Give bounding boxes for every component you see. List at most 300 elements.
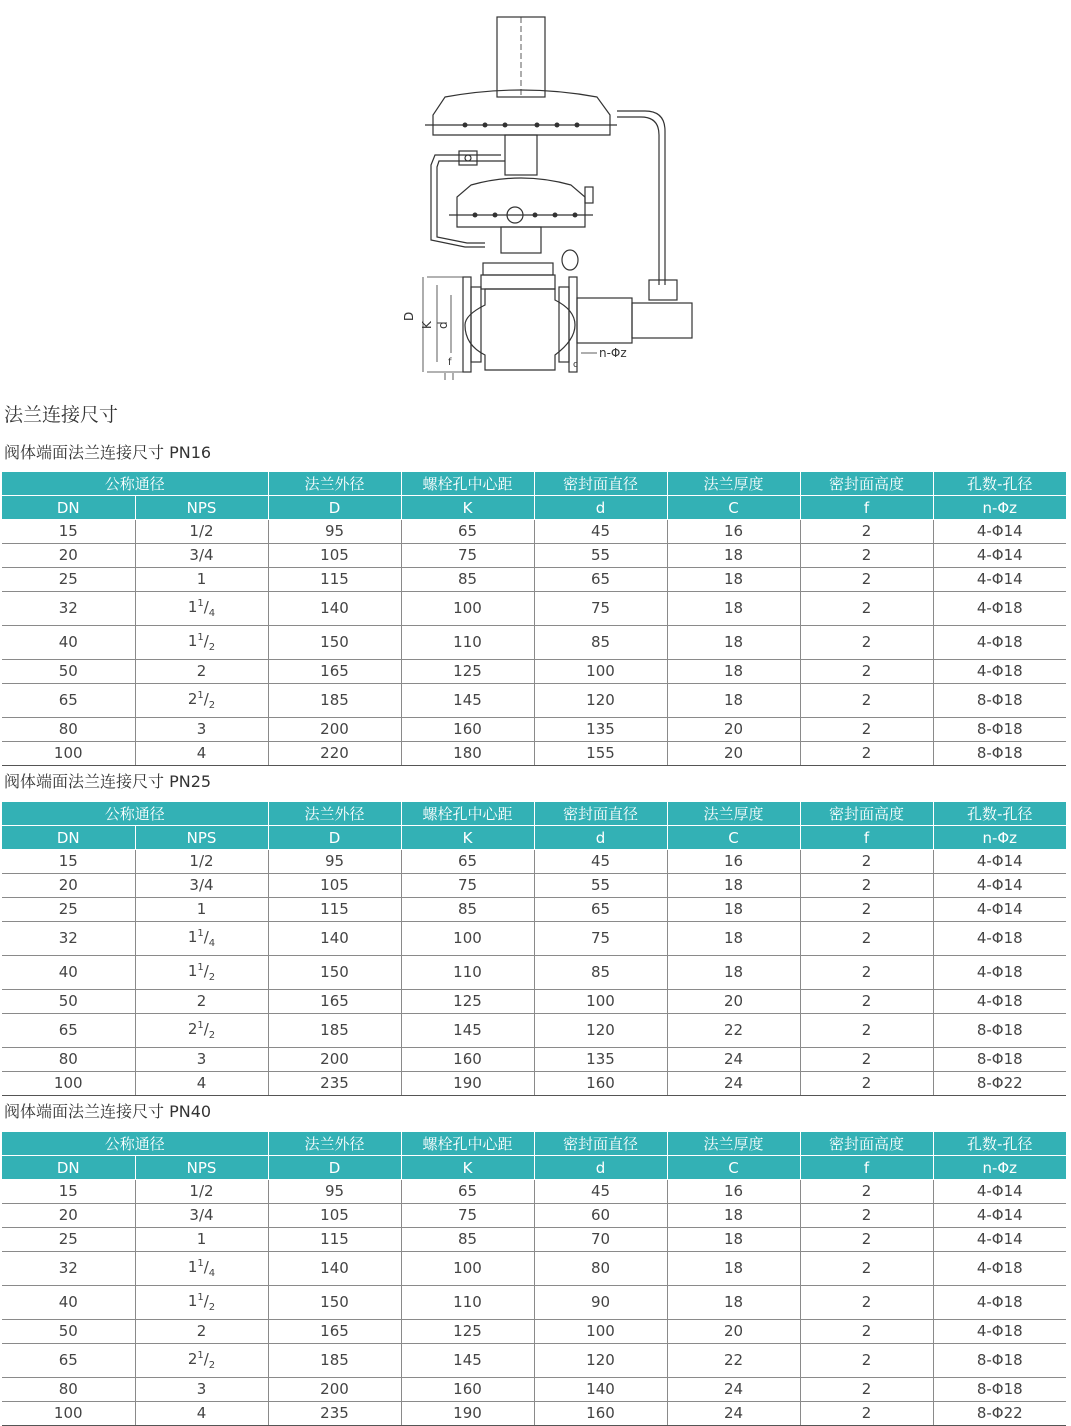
table-cell: 18	[667, 898, 800, 922]
table-cell: 100	[534, 990, 667, 1014]
table-cell: 2	[800, 1014, 933, 1048]
table-cell: 20	[2, 544, 135, 568]
table-cell: 80	[2, 718, 135, 742]
table-cell: 4-Φ14	[933, 898, 1066, 922]
table-cell: 110	[401, 1286, 534, 1320]
table-cell: 110	[401, 956, 534, 990]
subheader-cell: n-Φz	[933, 496, 1066, 520]
table-cell: $1^1/_4$	[135, 922, 268, 956]
table-cell: 135	[534, 1048, 667, 1072]
subheader-cell: n-Φz	[933, 826, 1066, 850]
table-cell: 18	[667, 568, 800, 592]
header-cell: 法兰厚度	[667, 802, 800, 826]
table-cell: 1/2	[135, 850, 268, 874]
table-cell: 16	[667, 850, 800, 874]
header-cell: 螺栓孔中心距	[401, 802, 534, 826]
table-title-pn40: 阀体端面法兰连接尺寸 PN40	[4, 1102, 212, 1121]
table-cell: 1/2	[135, 1180, 268, 1204]
table-cell: 2	[800, 922, 933, 956]
table-cell: 150	[268, 626, 401, 660]
table-cell: 15	[2, 850, 135, 874]
table-cell: 2	[800, 660, 933, 684]
table-row	[2, 922, 1066, 956]
table-cell: 115	[268, 568, 401, 592]
table-cell: 3	[135, 718, 268, 742]
table-cell: 4	[135, 1402, 268, 1426]
table-cell: 105	[268, 544, 401, 568]
table-row	[2, 874, 1066, 898]
table-cell: 18	[667, 626, 800, 660]
table-cell: 8-Φ22	[933, 1402, 1066, 1426]
subheader-cell: K	[401, 1156, 534, 1180]
header-cell: 密封面直径	[534, 472, 667, 496]
table-cell: 24	[667, 1048, 800, 1072]
table-cell: 2	[800, 592, 933, 626]
table-cell: 115	[268, 898, 401, 922]
table-cell: 110	[401, 626, 534, 660]
header-cell: 法兰厚度	[667, 1132, 800, 1156]
table-cell: 60	[534, 1204, 667, 1228]
table-cell: $1^1/_2$	[135, 956, 268, 990]
table-cell: 4-Φ14	[933, 850, 1066, 874]
table-cell: 50	[2, 1320, 135, 1344]
table-cell: 1	[135, 898, 268, 922]
label-D: D	[402, 311, 416, 321]
table-row	[2, 1320, 1066, 1344]
table-cell: 20	[667, 990, 800, 1014]
table-cell: 18	[667, 592, 800, 626]
subheader-cell: n-Φz	[933, 1156, 1066, 1180]
table-cell: 20	[2, 1204, 135, 1228]
table-cell: 125	[401, 990, 534, 1014]
table-cell: 18	[667, 660, 800, 684]
table-cell: 8-Φ18	[933, 1344, 1066, 1378]
header-cell: 螺栓孔中心距	[401, 1132, 534, 1156]
table-cell: 2	[800, 874, 933, 898]
table-cell: 90	[534, 1286, 667, 1320]
table-cell: 25	[2, 1228, 135, 1252]
table-cell: 140	[268, 592, 401, 626]
table-cell: 2	[800, 1286, 933, 1320]
table-cell: 185	[268, 684, 401, 718]
table-cell: 16	[667, 520, 800, 544]
table-cell: 25	[2, 568, 135, 592]
table-cell: 2	[135, 990, 268, 1014]
subheader-cell: d	[534, 1156, 667, 1180]
header-cell: 孔数-孔径	[933, 802, 1066, 826]
table-row	[2, 660, 1066, 684]
table-cell: 18	[667, 874, 800, 898]
subheader-cell: C	[667, 826, 800, 850]
table-cell: 160	[534, 1402, 667, 1426]
subheader-cell: C	[667, 496, 800, 520]
table-cell: 24	[667, 1402, 800, 1426]
table-row	[2, 626, 1066, 660]
valve-drawing	[402, 15, 705, 380]
table-cell: 4-Φ18	[933, 1320, 1066, 1344]
table-row	[2, 1286, 1066, 1320]
table-cell: 85	[401, 568, 534, 592]
table-cell: 2	[800, 718, 933, 742]
subheader-cell: NPS	[135, 1156, 268, 1180]
table-cell: 20	[667, 1320, 800, 1344]
table-row	[2, 1048, 1066, 1072]
table-cell: 15	[2, 520, 135, 544]
table-cell: 65	[534, 568, 667, 592]
header-cell: 公称通径	[2, 802, 268, 826]
table-cell: 4-Φ14	[933, 1204, 1066, 1228]
table-cell: 65	[401, 520, 534, 544]
table-cell: 165	[268, 1320, 401, 1344]
header-cell: 螺栓孔中心距	[401, 472, 534, 496]
table-cell: 70	[534, 1228, 667, 1252]
table-cell: 150	[268, 1286, 401, 1320]
table-cell: 50	[2, 660, 135, 684]
table-cell: 95	[268, 520, 401, 544]
table-cell: 4-Φ18	[933, 1252, 1066, 1286]
label-holes: n-Φz	[599, 346, 627, 360]
table-cell: 40	[2, 626, 135, 660]
table-row	[2, 1204, 1066, 1228]
subheader-cell: f	[800, 1156, 933, 1180]
table-row	[2, 1014, 1066, 1048]
subheader-cell: f	[800, 496, 933, 520]
table-cell: 2	[800, 1320, 933, 1344]
table-cell: 185	[268, 1344, 401, 1378]
table-cell: 235	[268, 1402, 401, 1426]
table-cell: 18	[667, 1228, 800, 1252]
table-cell: 85	[401, 898, 534, 922]
table-cell: 50	[2, 990, 135, 1014]
table-cell: 32	[2, 1252, 135, 1286]
table-row	[2, 544, 1066, 568]
table-cell: 75	[401, 1204, 534, 1228]
table-cell: 2	[800, 626, 933, 660]
table-cell: 165	[268, 660, 401, 684]
table-cell: 65	[401, 1180, 534, 1204]
subheader-cell: DN	[2, 1156, 135, 1180]
table-cell: 22	[667, 1014, 800, 1048]
table-cell: 20	[667, 718, 800, 742]
subheader-cell: NPS	[135, 496, 268, 520]
table-cell: 190	[401, 1072, 534, 1096]
table-row	[2, 850, 1066, 874]
table-cell: 2	[135, 660, 268, 684]
header-cell: 孔数-孔径	[933, 1132, 1066, 1156]
table-cell: 75	[534, 922, 667, 956]
table-cell: 2	[800, 544, 933, 568]
table-cell: 2	[800, 990, 933, 1014]
table-cell: 100	[401, 922, 534, 956]
table-cell: 15	[2, 1180, 135, 1204]
spec-table-pn25	[2, 802, 1066, 1096]
table-cell: 8-Φ18	[933, 1378, 1066, 1402]
table-cell: 2	[135, 1320, 268, 1344]
table-cell: 25	[2, 898, 135, 922]
table-cell: 4-Φ18	[933, 956, 1066, 990]
table-cell: 3/4	[135, 1204, 268, 1228]
table-cell: 4-Φ18	[933, 922, 1066, 956]
table-cell: 55	[534, 874, 667, 898]
table-cell: 2	[800, 1180, 933, 1204]
table-cell: 2	[800, 1072, 933, 1096]
subheader-cell: K	[401, 496, 534, 520]
subheader-cell: d	[534, 826, 667, 850]
table-cell: 40	[2, 956, 135, 990]
header-cell: 公称通径	[2, 472, 268, 496]
table-cell: 45	[534, 850, 667, 874]
table-cell: 18	[667, 956, 800, 990]
table-row	[2, 898, 1066, 922]
table-row	[2, 1180, 1066, 1204]
table-cell: 80	[2, 1048, 135, 1072]
table-cell: 2	[800, 956, 933, 990]
table-cell: $2^1/_2$	[135, 684, 268, 718]
table-cell: 8-Φ22	[933, 1072, 1066, 1096]
table-cell: 2	[800, 568, 933, 592]
table-cell: 200	[268, 718, 401, 742]
table-title-pn25: 阀体端面法兰连接尺寸 PN25	[4, 772, 212, 791]
table-cell: 20	[2, 874, 135, 898]
subheader-cell: K	[401, 826, 534, 850]
table-cell: 155	[534, 742, 667, 766]
label-d: d	[436, 321, 450, 329]
header-cell: 法兰厚度	[667, 472, 800, 496]
table-cell: 4	[135, 1072, 268, 1096]
table-cell: $1^1/_4$	[135, 592, 268, 626]
label-K: K	[420, 321, 434, 329]
table-cell: 18	[667, 1286, 800, 1320]
table-cell: 2	[800, 684, 933, 718]
table-cell: 4-Φ18	[933, 1286, 1066, 1320]
table-cell: 4-Φ14	[933, 1228, 1066, 1252]
table-cell: 235	[268, 1072, 401, 1096]
table-cell: 85	[534, 626, 667, 660]
section-title: 法兰连接尺寸	[4, 404, 119, 426]
table-cell: 125	[401, 1320, 534, 1344]
table-cell: 100	[534, 1320, 667, 1344]
table-cell: 145	[401, 1344, 534, 1378]
table-cell: 4-Φ18	[933, 626, 1066, 660]
table-cell: 105	[268, 874, 401, 898]
table-cell: 20	[667, 742, 800, 766]
table-cell: 2	[800, 520, 933, 544]
label-f: f	[448, 357, 452, 368]
table-cell: 8-Φ18	[933, 1014, 1066, 1048]
header-cell: 孔数-孔径	[933, 472, 1066, 496]
table-cell: 45	[534, 1180, 667, 1204]
table-cell: 4-Φ14	[933, 1180, 1066, 1204]
table-cell: 40	[2, 1286, 135, 1320]
table-cell: 16	[667, 1180, 800, 1204]
table-cell: 2	[800, 1344, 933, 1378]
table-cell: 18	[667, 1252, 800, 1286]
table-cell: 75	[401, 544, 534, 568]
table-cell: 2	[800, 850, 933, 874]
table-cell: 4-Φ14	[933, 520, 1066, 544]
table-cell: $2^1/_2$	[135, 1014, 268, 1048]
table-cell: 3	[135, 1048, 268, 1072]
subheader-cell: d	[534, 496, 667, 520]
table-cell: 115	[268, 1228, 401, 1252]
table-cell: 135	[534, 718, 667, 742]
table-cell: 120	[534, 1344, 667, 1378]
table-row	[2, 990, 1066, 1014]
header-cell: 法兰外径	[268, 472, 401, 496]
table-cell: 145	[401, 684, 534, 718]
table-cell: 32	[2, 922, 135, 956]
table-row	[2, 742, 1066, 766]
table-cell: $1^1/_2$	[135, 1286, 268, 1320]
table-cell: 100	[534, 660, 667, 684]
table-cell: 95	[268, 850, 401, 874]
table-cell: 120	[534, 1014, 667, 1048]
table-cell: 2	[800, 1378, 933, 1402]
table-cell: 65	[2, 684, 135, 718]
table-row	[2, 684, 1066, 718]
table-cell: 1/2	[135, 520, 268, 544]
table-cell: 2	[800, 1402, 933, 1426]
table-cell: 4	[135, 742, 268, 766]
table-cell: 2	[800, 1252, 933, 1286]
table-cell: 75	[534, 592, 667, 626]
table-cell: 120	[534, 684, 667, 718]
table-row	[2, 1378, 1066, 1402]
table-cell: 140	[534, 1378, 667, 1402]
table-row	[2, 718, 1066, 742]
table-cell: 18	[667, 922, 800, 956]
table-cell: $1^1/_4$	[135, 1252, 268, 1286]
subheader-cell: DN	[2, 826, 135, 850]
subheader-cell: DN	[2, 496, 135, 520]
table-cell: 180	[401, 742, 534, 766]
table-cell: 2	[800, 1228, 933, 1252]
label-c: c	[573, 360, 578, 370]
table-title-pn16: 阀体端面法兰连接尺寸 PN16	[4, 443, 212, 462]
table-cell: 4-Φ18	[933, 592, 1066, 626]
table-cell: 105	[268, 1204, 401, 1228]
table-row	[2, 1252, 1066, 1286]
table-cell: 24	[667, 1072, 800, 1096]
subheader-cell: D	[268, 826, 401, 850]
table-cell: 8-Φ18	[933, 684, 1066, 718]
table-cell: 65	[2, 1014, 135, 1048]
table-cell: 80	[534, 1252, 667, 1286]
table-cell: 1	[135, 568, 268, 592]
table-cell: 200	[268, 1378, 401, 1402]
table-cell: 3/4	[135, 544, 268, 568]
table-cell: 100	[401, 1252, 534, 1286]
table-cell: 18	[667, 684, 800, 718]
table-cell: 2	[800, 1048, 933, 1072]
table-cell: 8-Φ18	[933, 742, 1066, 766]
table-cell: 18	[667, 544, 800, 568]
table-cell: 100	[2, 742, 135, 766]
table-cell: 24	[667, 1378, 800, 1402]
table-cell: 45	[534, 520, 667, 544]
spec-table-pn16	[2, 472, 1066, 766]
table-cell: 150	[268, 956, 401, 990]
table-cell: 200	[268, 1048, 401, 1072]
table-cell: 80	[2, 1378, 135, 1402]
table-cell: 65	[2, 1344, 135, 1378]
table-cell: 160	[401, 1048, 534, 1072]
table-cell: 3/4	[135, 874, 268, 898]
table-cell: $1^1/_2$	[135, 626, 268, 660]
table-cell: 1	[135, 1228, 268, 1252]
table-cell: 95	[268, 1180, 401, 1204]
table-row	[2, 1344, 1066, 1378]
spec-table-pn40	[2, 1132, 1066, 1426]
header-cell: 密封面直径	[534, 802, 667, 826]
subheader-cell: f	[800, 826, 933, 850]
subheader-cell: D	[268, 496, 401, 520]
table-cell: 65	[534, 898, 667, 922]
table-cell: 100	[401, 592, 534, 626]
table-cell: 140	[268, 922, 401, 956]
table-cell: 140	[268, 1252, 401, 1286]
table-cell: 32	[2, 592, 135, 626]
table-cell: 4-Φ14	[933, 568, 1066, 592]
table-cell: 4-Φ14	[933, 544, 1066, 568]
table-cell: $2^1/_2$	[135, 1344, 268, 1378]
table-cell: 8-Φ18	[933, 718, 1066, 742]
table-cell: 65	[401, 850, 534, 874]
table-cell: 4-Φ14	[933, 874, 1066, 898]
table-row	[2, 520, 1066, 544]
table-row	[2, 1228, 1066, 1252]
header-cell: 密封面高度	[800, 802, 933, 826]
table-row	[2, 956, 1066, 990]
table-cell: 190	[401, 1402, 534, 1426]
table-cell: 4-Φ18	[933, 660, 1066, 684]
table-cell: 2	[800, 1204, 933, 1228]
table-cell: 2	[800, 742, 933, 766]
header-cell: 法兰外径	[268, 1132, 401, 1156]
table-cell: 100	[2, 1402, 135, 1426]
table-cell: 160	[401, 718, 534, 742]
header-cell: 法兰外径	[268, 802, 401, 826]
table-row	[2, 568, 1066, 592]
table-cell: 145	[401, 1014, 534, 1048]
table-cell: 55	[534, 544, 667, 568]
header-cell: 密封面直径	[534, 1132, 667, 1156]
table-cell: 2	[800, 898, 933, 922]
table-cell: 220	[268, 742, 401, 766]
table-cell: 4-Φ18	[933, 990, 1066, 1014]
table-row	[2, 1072, 1066, 1096]
table-cell: 160	[534, 1072, 667, 1096]
table-cell: 85	[401, 1228, 534, 1252]
table-cell: 85	[534, 956, 667, 990]
header-cell: 密封面高度	[800, 472, 933, 496]
table-row	[2, 1402, 1066, 1426]
subheader-cell: C	[667, 1156, 800, 1180]
subheader-cell: NPS	[135, 826, 268, 850]
table-cell: 160	[401, 1378, 534, 1402]
table-cell: 22	[667, 1344, 800, 1378]
table-row	[2, 592, 1066, 626]
table-cell: 3	[135, 1378, 268, 1402]
table-cell: 18	[667, 1204, 800, 1228]
table-cell: 100	[2, 1072, 135, 1096]
table-cell: 165	[268, 990, 401, 1014]
table-cell: 185	[268, 1014, 401, 1048]
table-cell: 75	[401, 874, 534, 898]
table-cell: 125	[401, 660, 534, 684]
table-cell: 8-Φ18	[933, 1048, 1066, 1072]
subheader-cell: D	[268, 1156, 401, 1180]
